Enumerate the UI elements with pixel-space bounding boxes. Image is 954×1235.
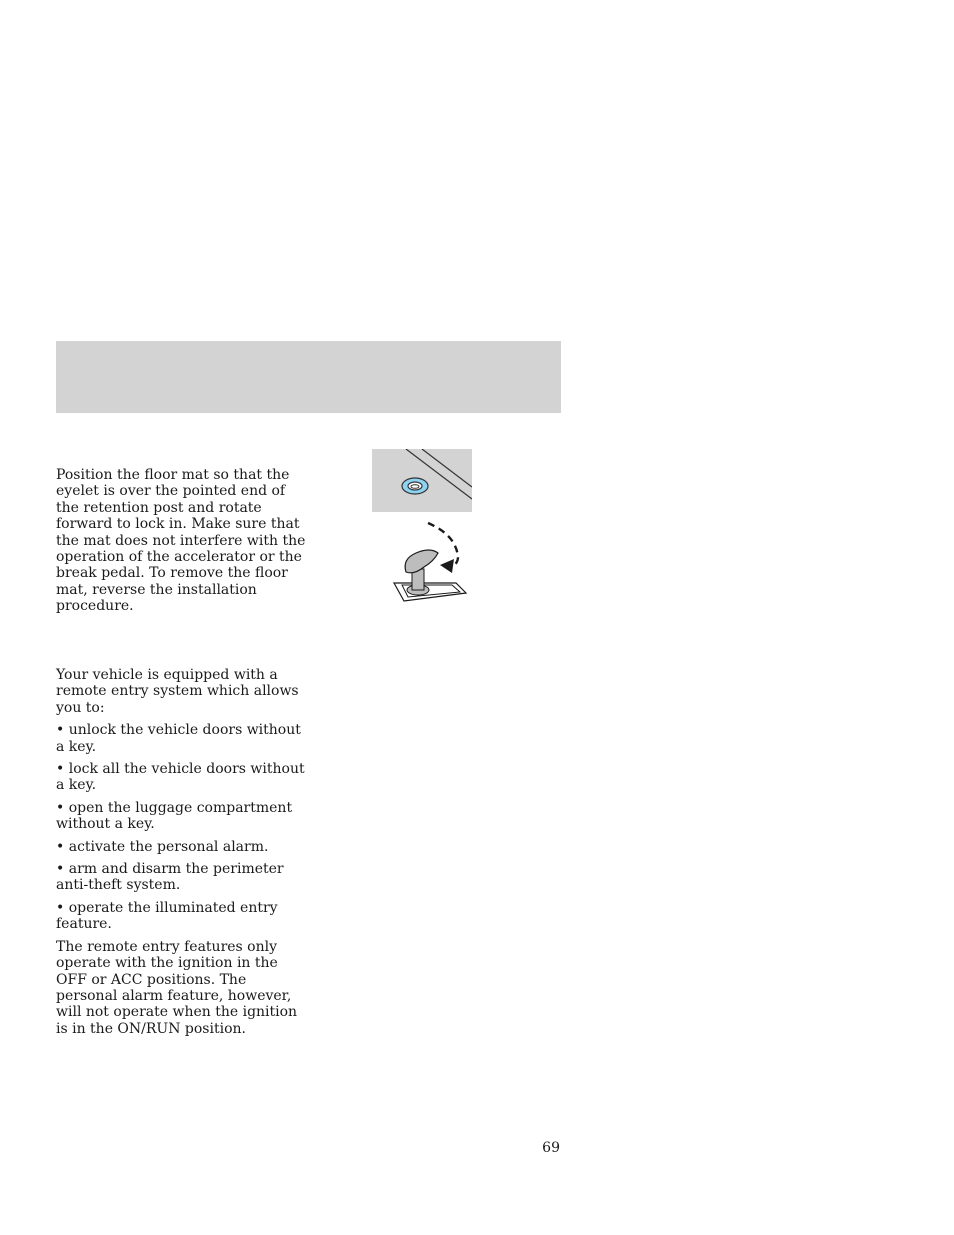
remote-entry-section <box>56 667 306 1043</box>
bullet-illuminated-entry: • operate the illuminated entry feature. <box>56 900 306 933</box>
bullet-alarm: • activate the personal alarm. <box>56 839 306 855</box>
page-number: 69 <box>542 1140 560 1156</box>
retention-post-illustration <box>394 523 466 601</box>
floor-mat-paragraph: Position the floor mat so that the eyelet is over the pointed end of the retention post and rotate forward to lock in. Make sure that the mat does not interfere with the operation of the accelerator or the break pedal. To remove the floor mat, reverse the installation procedure. <box>56 467 306 615</box>
floor-mat-retention-figure <box>372 449 472 609</box>
mat-eyelet-illustration <box>372 449 472 512</box>
post-head-icon <box>405 550 438 573</box>
floor-mat-instructions <box>56 467 306 621</box>
bullet-luggage: • open the luggage compartment without a key. <box>56 800 306 833</box>
bullet-unlock: • unlock the vehicle doors without a key. <box>56 722 306 755</box>
remote-entry-intro: Your vehicle is equipped with a remote entry system which allows you to: <box>56 667 299 716</box>
remote-entry-note: The remote entry features only operate with the ignition in the OFF or ACC positions. The personal alarm feature, however, will not operate when the ignition is in the ON/RUN position. <box>56 938 298 1037</box>
bullet-lock: • lock all the vehicle doors without a key. <box>56 761 306 794</box>
bullet-anti-theft: • arm and disarm the perimeter anti-theft system. <box>56 861 306 894</box>
section-header-band <box>56 341 561 413</box>
